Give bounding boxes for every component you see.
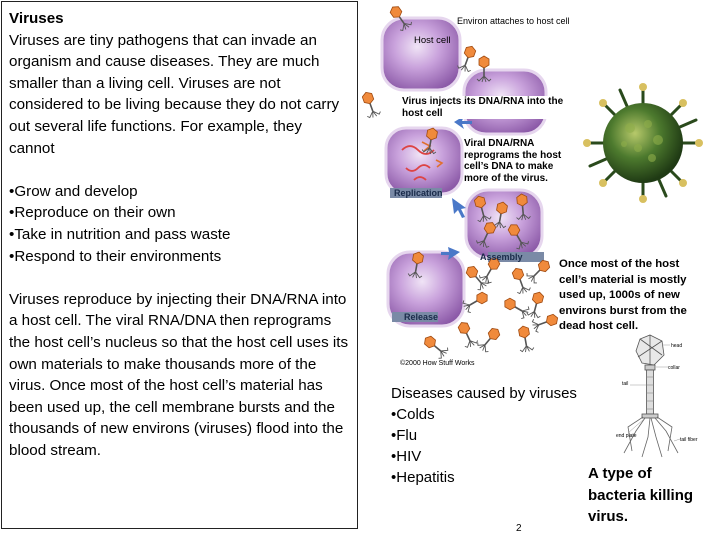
list-item: • Reproduce on their own [9, 202, 351, 224]
bacteriophage-diagram [598, 333, 708, 461]
viruses-heading: Viruses [9, 10, 64, 27]
phage-collar-label: collar [668, 365, 680, 371]
attach-label: Environ attaches to host cell [457, 16, 570, 26]
viruses-text-panel [1, 1, 358, 529]
list-item: • Colds [391, 404, 591, 425]
list-item: • Respond to their environments [9, 246, 351, 268]
copyright-text: ©2000 How Stuff Works [400, 360, 475, 367]
phage-end-plate-label: end plate [616, 433, 637, 439]
release-cell [388, 251, 560, 360]
cannot-list [9, 181, 351, 267]
reproduction-text: Viruses reproduce by injecting their DNA/RNA into a host cell. The viral RNA/DNA then reprograms the host cell’s nucleus so that the host cell uses its own materials to make thousands more of the virus. Once most of the host cell’s material has been used up, the cell membrane bursts and the thousands of new environs (viruses) flood into the blood stream. [9, 290, 349, 459]
host-cell-label: Host cell [414, 35, 451, 46]
spacer [9, 267, 351, 289]
diseases-list [391, 404, 591, 488]
reprogram-label: Viral DNA/RNA reprograms the host cell’s DNA to make more of the virus. [464, 138, 562, 184]
burst-caption: Once most of the host cell’s material is mostly used up, 1000s of new environs burst from the dead host cell. [559, 258, 687, 333]
replication-label: Replication [394, 188, 443, 198]
spacer [9, 159, 351, 181]
phage-head-label: head [671, 343, 683, 349]
diseases-heading: Diseases caused by viruses [391, 385, 577, 402]
viruses-intro: Viruses are tiny pathogens that can invade an organism and cause diseases. They are much smaller than a living cell. Viruses are not considered to be living because they do not carry out several life functions. For example, they cannot [9, 31, 340, 157]
lifecycle-illustration [362, 2, 587, 372]
virus-lifecycle-diagram [362, 2, 587, 372]
host-cell-stage-2 [457, 44, 546, 134]
list-item: • Flu [391, 425, 591, 446]
diseases-list-block [391, 383, 591, 488]
inject-label: Virus injects its DNA/RNA into the host cell [402, 96, 584, 119]
phage-caption: A type of bacteria killing virus. [588, 465, 694, 525]
list-item: • Hepatitis [391, 467, 591, 488]
page-number: 2 [516, 523, 522, 534]
list-item: • Take in nutrition and pass waste [9, 224, 351, 246]
phage-tail-fiber-label: tail fiber [680, 437, 698, 443]
assembly-label: Assembly [480, 252, 523, 262]
release-label: Release [404, 312, 439, 322]
host-cell-stage-1 [382, 3, 460, 90]
list-item: • Grow and develop [9, 181, 351, 203]
list-item: • HIV [391, 446, 591, 467]
phage-tail-label: tail [622, 381, 629, 387]
virus-particle-image [582, 82, 704, 204]
